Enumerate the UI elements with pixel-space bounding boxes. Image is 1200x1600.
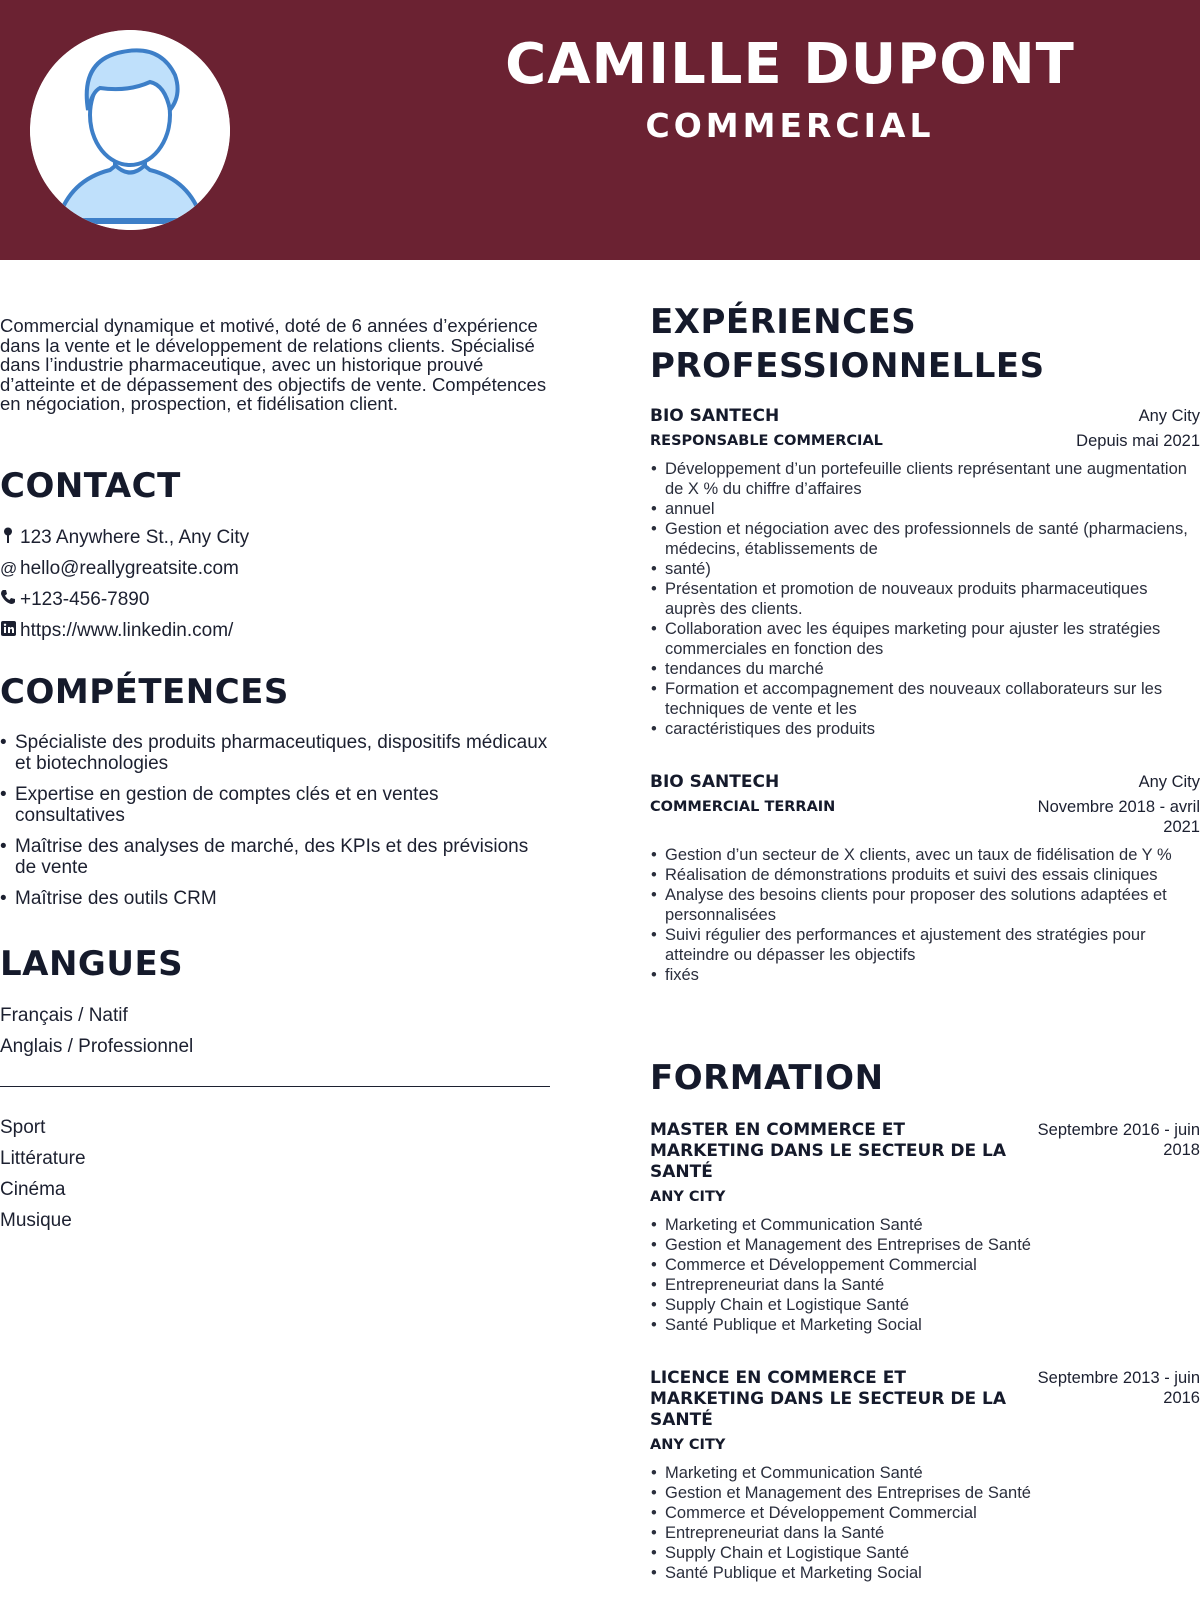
candidate-name: CAMILLE DUPONT	[505, 32, 1075, 97]
degree-bullets	[650, 1215, 1200, 1335]
list-item: Anglais / Professionnel	[0, 1036, 194, 1057]
list-item: Français / Natif	[0, 1005, 128, 1026]
list-item: • Réalisation de démonstrations produits et suivi des essais cliniques	[650, 865, 1200, 885]
contact-linkedin[interactable]: https://www.linkedin.com/	[0, 615, 550, 646]
contact-phone[interactable]: +123-456-7890	[0, 584, 550, 615]
list-item: • Marketing et Communication Santé	[650, 1463, 1200, 1483]
degree-name: LICENCE EN COMMERCE ET MARKETING DANS LE SECTEUR DE LA SANTÉ	[650, 1368, 1006, 1430]
list-item: • Expertise en gestion de comptes clés et en ventes consultatives	[0, 784, 550, 826]
languages-list	[0, 1000, 193, 1062]
list-item: • Maîtrise des analyses de marché, des KPIs et des prévisions de vente	[0, 836, 550, 878]
contact-email[interactable]: @ hello@reallygreatsite.com	[0, 553, 550, 584]
job-role: RESPONSABLE COMMERCIAL	[650, 433, 883, 449]
job-entry	[650, 406, 1200, 739]
list-item: • Entrepreneuriat dans la Santé	[650, 1275, 1200, 1295]
list-item: • Gestion et négociation avec des professionnels de santé (pharmaciens, médecins, établissements de	[650, 519, 1200, 559]
school-name: ANY CITY	[650, 1189, 726, 1205]
contact-address: 123 Anywhere St., Any City	[0, 522, 550, 553]
degree-entry	[650, 1120, 1200, 1335]
job-role: COMMERCIAL TERRAIN	[650, 799, 836, 815]
list-item: • fixés	[650, 965, 1200, 985]
list-item: • Présentation et promotion de nouveaux produits pharmaceutiques auprès des clients.	[650, 579, 1200, 619]
list-item: • Maîtrise des outils CRM	[0, 888, 550, 909]
job-period: Depuis mai 2021	[1076, 432, 1200, 450]
summary-text: Commercial dynamique et motivé, doté de 6 années d’expérience dans la vente et le développement de relations clients. Spécialisé dans l’industrie pharmaceutique, avec un historique prouvé d’atteinte et de dépassement des objectifs de vente. Compétences en négociation, prospection, et fidélisation client.	[0, 315, 547, 414]
list-item: Cinéma	[0, 1179, 66, 1200]
list-item: • caractéristiques des produits	[650, 719, 1200, 739]
list-item: • tendances du marché	[650, 659, 1200, 679]
job-period: Novembre 2018 - avril 2021	[1037, 798, 1200, 836]
languages-heading: LANGUES	[0, 944, 184, 984]
list-item: • Santé Publique et Marketing Social	[650, 1315, 1200, 1335]
contact-list	[0, 522, 550, 646]
list-item: • Commerce et Développement Commercial	[650, 1503, 1200, 1523]
location-pin-icon	[0, 522, 16, 553]
job-location: Any City	[1138, 773, 1200, 791]
list-item: • Analyse des besoins clients pour proposer des solutions adaptées et personnalisées	[650, 885, 1200, 925]
job-entry	[650, 772, 1200, 985]
list-item: Sport	[0, 1117, 46, 1138]
job-bullets	[650, 459, 1200, 739]
list-item: • Gestion et Management des Entreprises de Santé	[650, 1483, 1200, 1503]
skills-list	[0, 732, 550, 919]
school-name: ANY CITY	[650, 1437, 726, 1453]
job-title: COMMERCIAL	[645, 106, 935, 145]
experience-heading: EXPÉRIENCES PROFESSIONNELLES	[650, 302, 1045, 386]
list-item: • Entrepreneuriat dans la Santé	[650, 1523, 1200, 1543]
list-item: • Suivi régulier des performances et ajustement des stratégies pour atteindre ou dépasser les objectifs	[650, 925, 1200, 965]
degree-period: Septembre 2013 - juin 2016	[1037, 1369, 1200, 1407]
list-item: Littérature	[0, 1148, 86, 1169]
at-icon: @	[0, 559, 18, 578]
person-avatar-icon	[30, 30, 230, 230]
list-item: • Marketing et Communication Santé	[650, 1215, 1200, 1235]
list-item: • Spécialiste des produits pharmaceutiques, dispositifs médicaux et biotechnologies	[0, 732, 550, 774]
header-banner	[0, 0, 1200, 260]
degree-entry	[650, 1368, 1200, 1583]
list-item: • Développement d’un portefeuille clients représentant une augmentation de X % du chiffre d’affaires	[650, 459, 1200, 499]
contact-heading: CONTACT	[0, 466, 181, 506]
skills-heading: COMPÉTENCES	[0, 672, 289, 712]
education-heading: FORMATION	[650, 1058, 884, 1098]
list-item: • Formation et accompagnement des nouveaux collaborateurs sur les techniques de vente et les	[650, 679, 1200, 719]
job-bullets	[650, 845, 1200, 985]
profile-summary	[0, 316, 550, 414]
list-item: • santé)	[650, 559, 1200, 579]
list-item: Musique	[0, 1210, 72, 1231]
list-item: • Supply Chain et Logistique Santé	[650, 1295, 1200, 1315]
list-item: • Collaboration avec les équipes marketing pour ajuster les stratégies commerciales en fonction des	[650, 619, 1200, 659]
list-item: • Gestion d’un secteur de X clients, avec un taux de fidélisation de Y %	[650, 845, 1200, 865]
company-name: BIO SANTECH	[650, 406, 780, 426]
list-item: • Supply Chain et Logistique Santé	[650, 1543, 1200, 1563]
list-item: • Santé Publique et Marketing Social	[650, 1563, 1200, 1583]
company-name: BIO SANTECH	[650, 772, 780, 792]
linkedin-icon	[0, 615, 16, 646]
degree-name: MASTER EN COMMERCE ET MARKETING DANS LE SECTEUR DE LA SANTÉ	[650, 1120, 1006, 1182]
phone-icon	[0, 584, 16, 615]
list-item: • Gestion et Management des Entreprises de Santé	[650, 1235, 1200, 1255]
degree-bullets	[650, 1463, 1200, 1583]
degree-period: Septembre 2016 - juin 2018	[1037, 1121, 1200, 1159]
list-item: • Commerce et Développement Commercial	[650, 1255, 1200, 1275]
list-item: • annuel	[650, 499, 1200, 519]
avatar	[30, 30, 230, 230]
job-location: Any City	[1138, 407, 1200, 425]
hobbies-list	[0, 1112, 86, 1236]
section-divider	[0, 1086, 550, 1087]
